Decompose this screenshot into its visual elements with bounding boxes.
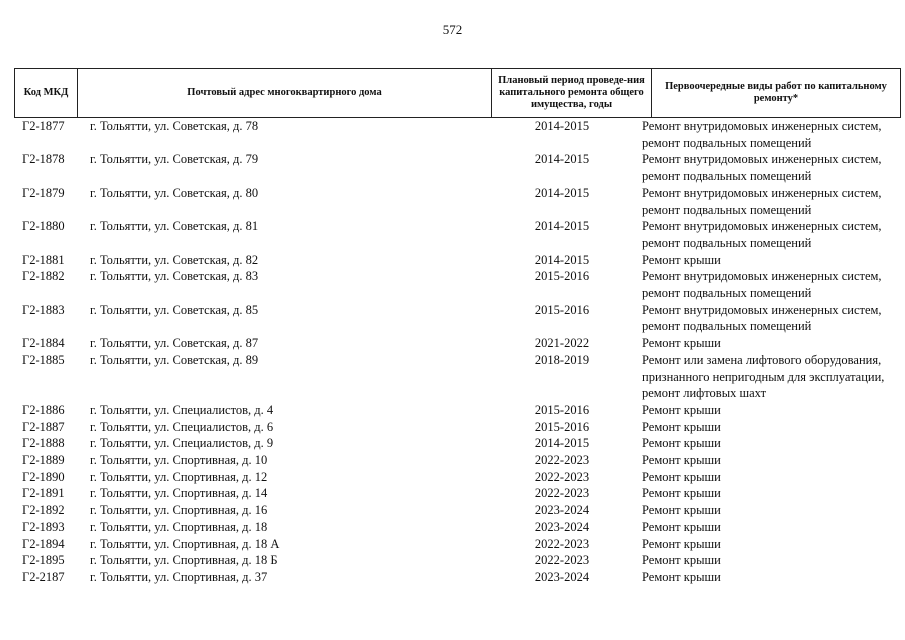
row-period: 2022-2023 <box>534 469 590 484</box>
header-address: Почтовый адрес многоквартирного дома <box>77 69 491 117</box>
row-works-line: ремонт подвальных помещений <box>642 286 812 300</box>
row-period: 2015-2016 <box>534 269 590 284</box>
table-row <box>0 151 905 184</box>
row-works-line: Ремонт крыши <box>642 419 721 434</box>
row-address: г. Тольятти, ул. Советская, д. 89 <box>90 352 259 367</box>
row-code: Г2-1882 <box>22 269 65 284</box>
header-works: Первоочередные виды работ по капитальному ремонту* <box>651 69 900 117</box>
row-period: 2022-2023 <box>534 536 590 551</box>
row-works-line: Ремонт внутридомовых инженерных систем, <box>642 219 882 234</box>
row-code: Г2-2187 <box>22 569 65 584</box>
row-address: г. Тольятти, ул. Советская, д. 87 <box>90 336 259 351</box>
row-address: г. Тольятти, ул. Спортивная, д. 18 <box>90 519 268 534</box>
row-period: 2022-2023 <box>534 453 590 467</box>
row-works <box>642 352 904 402</box>
row-works-line: Ремонт крыши <box>642 503 721 518</box>
row-address: г. Тольятти, ул. Советская, д. 79 <box>90 152 259 167</box>
row-works-line: ремонт подвальных помещений <box>642 235 812 250</box>
row-period: 2023-2024 <box>534 519 590 534</box>
table-row <box>0 452 905 469</box>
table-row <box>0 519 905 536</box>
row-works <box>642 452 904 469</box>
table-row <box>0 268 905 301</box>
row-works <box>642 252 904 269</box>
row-works <box>642 151 904 184</box>
row-works-line: Ремонт крыши <box>642 536 721 551</box>
row-works-line: Ремонт крыши <box>642 436 721 451</box>
page-number: 572 <box>442 22 463 37</box>
row-code: Г2-1886 <box>22 402 65 417</box>
row-works-line: Ремонт крыши <box>642 453 721 467</box>
row-code: Г2-1895 <box>22 553 65 568</box>
row-period: 2023-2024 <box>534 569 590 584</box>
row-works-line: Ремонт внутридомовых инженерных систем, <box>642 119 882 133</box>
table-row <box>0 252 905 269</box>
row-works-line: признанного непригодным для эксплуатации, <box>642 369 885 384</box>
header-code: Код МКД <box>23 87 69 98</box>
row-address: г. Тольятти, ул. Специалистов, д. 4 <box>90 402 274 417</box>
row-period: 2014-2015 <box>534 252 590 267</box>
row-period: 2014-2015 <box>534 185 590 200</box>
row-works-line: ремонт подвальных помещений <box>642 169 812 184</box>
row-address: г. Тольятти, ул. Советская, д. 82 <box>90 252 259 267</box>
row-works-line: ремонт подвальных помещений <box>642 135 812 150</box>
row-works-line: Ремонт внутридомовых инженерных систем, <box>642 269 882 284</box>
row-period: 2014-2015 <box>534 152 590 167</box>
row-period: 2023-2024 <box>534 503 590 518</box>
row-period: 2015-2016 <box>534 419 590 434</box>
row-works-line: Ремонт внутридомовых инженерных систем, <box>642 302 882 317</box>
row-address: г. Тольятти, ул. Советская, д. 85 <box>90 302 259 317</box>
row-works-line: Ремонт крыши <box>642 553 721 568</box>
row-works-line: Ремонт крыши <box>642 569 721 584</box>
row-address: г. Тольятти, ул. Спортивная, д. 14 <box>90 486 268 501</box>
table-row <box>0 552 905 569</box>
row-code: Г2-1894 <box>22 536 65 551</box>
row-works-line: ремонт лифтовых шахт <box>642 386 767 401</box>
row-address: г. Тольятти, ул. Спортивная, д. 37 <box>90 569 268 584</box>
row-works <box>642 569 904 586</box>
row-works <box>642 118 904 151</box>
row-address: г. Тольятти, ул. Советская, д. 81 <box>90 219 259 234</box>
row-code: Г2-1885 <box>22 352 65 367</box>
row-works <box>642 402 904 419</box>
row-address: г. Тольятти, ул. Советская, д. 80 <box>90 185 259 200</box>
row-period: 2021-2022 <box>534 336 590 351</box>
row-code: Г2-1877 <box>22 119 65 133</box>
row-works <box>642 469 904 486</box>
row-works-line: Ремонт внутридомовых инженерных систем, <box>642 152 882 167</box>
row-works-line: Ремонт крыши <box>642 402 721 417</box>
row-works <box>642 485 904 502</box>
table-row <box>0 402 905 419</box>
row-address: г. Тольятти, ул. Спортивная, д. 10 <box>90 453 268 467</box>
row-code: Г2-1891 <box>22 486 65 501</box>
row-address: г. Тольятти, ул. Спортивная, д. 18 Б <box>90 553 278 568</box>
row-code: Г2-1881 <box>22 252 65 267</box>
table-row <box>0 536 905 553</box>
table-row <box>0 502 905 519</box>
row-address: г. Тольятти, ул. Спортивная, д. 12 <box>90 469 268 484</box>
row-period: 2022-2023 <box>534 553 590 568</box>
row-address: г. Тольятти, ул. Спортивная, д. 18 А <box>90 536 280 551</box>
row-works-line: ремонт подвальных помещений <box>642 202 812 217</box>
row-code: Г2-1887 <box>22 419 65 434</box>
row-period: 2014-2015 <box>534 219 590 234</box>
row-code: Г2-1892 <box>22 503 65 518</box>
row-works <box>642 268 904 301</box>
row-works <box>642 302 904 335</box>
row-works-line: Ремонт крыши <box>642 486 721 501</box>
table-row <box>0 469 905 486</box>
table-header <box>14 68 901 118</box>
table-row <box>0 419 905 436</box>
table-row <box>0 218 905 251</box>
row-code: Г2-1889 <box>22 453 65 467</box>
row-works <box>642 218 904 251</box>
table-row <box>0 118 905 151</box>
row-works-line: Ремонт крыши <box>642 252 721 267</box>
row-works <box>642 335 904 352</box>
table-row <box>0 352 905 402</box>
row-address: г. Тольятти, ул. Специалистов, д. 6 <box>90 419 274 434</box>
row-code: Г2-1884 <box>22 336 65 351</box>
row-code: Г2-1888 <box>22 436 65 451</box>
row-period: 2015-2016 <box>534 402 590 417</box>
row-works-line: Ремонт крыши <box>642 469 721 484</box>
row-code: Г2-1890 <box>22 469 65 484</box>
row-works-line: Ремонт или замена лифтового оборудования, <box>642 352 882 367</box>
row-period: 2014-2015 <box>534 436 590 451</box>
table-row <box>0 302 905 335</box>
row-works <box>642 185 904 218</box>
row-works <box>642 519 904 536</box>
row-works <box>642 419 904 436</box>
row-works <box>642 552 904 569</box>
row-code: Г2-1883 <box>22 302 65 317</box>
row-code: Г2-1893 <box>22 519 65 534</box>
row-code: Г2-1878 <box>22 152 65 167</box>
row-address: г. Тольятти, ул. Специалистов, д. 9 <box>90 436 274 451</box>
row-address: г. Тольятти, ул. Советская, д. 83 <box>90 269 259 284</box>
row-works-line: ремонт подвальных помещений <box>642 319 812 334</box>
row-address: г. Тольятти, ул. Советская, д. 78 <box>90 119 259 133</box>
row-works-line: Ремонт крыши <box>642 336 721 351</box>
row-period: 2015-2016 <box>534 302 590 317</box>
row-code: Г2-1880 <box>22 219 65 234</box>
table-row <box>0 569 905 586</box>
row-works-line: Ремонт крыши <box>642 519 721 534</box>
table-row <box>0 435 905 452</box>
table-row <box>0 485 905 502</box>
table-row <box>0 335 905 352</box>
row-code: Г2-1879 <box>22 185 65 200</box>
row-period: 2022-2023 <box>534 486 590 501</box>
row-period: 2018-2019 <box>534 352 590 367</box>
row-works <box>642 502 904 519</box>
row-address: г. Тольятти, ул. Спортивная, д. 16 <box>90 503 268 518</box>
row-works <box>642 435 904 452</box>
header-period: Плановый период проведе-ния капитального ремонта общего имущества, годы <box>491 69 651 117</box>
row-works <box>642 536 904 553</box>
row-works-line: Ремонт внутридомовых инженерных систем, <box>642 185 882 200</box>
table-row <box>0 185 905 218</box>
row-period: 2014-2015 <box>534 119 590 133</box>
